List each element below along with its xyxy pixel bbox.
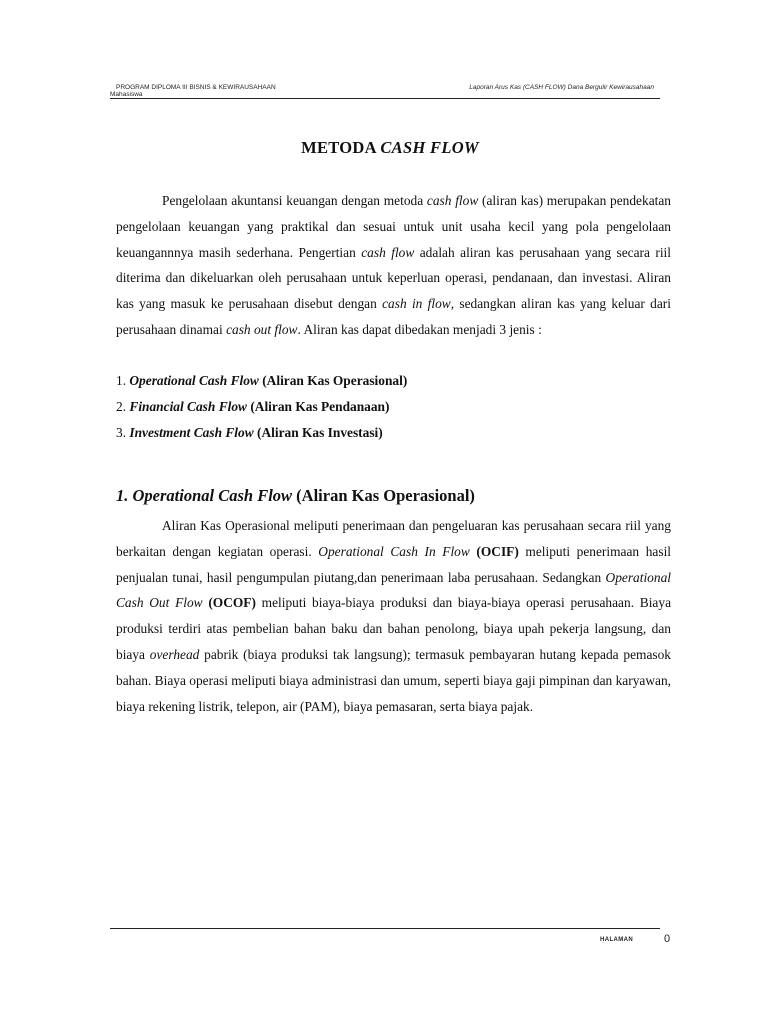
- footer-page-number: 0: [664, 933, 671, 945]
- list-item: [116, 420, 407, 446]
- section-text-4: pabrik (biaya produksi tak langsung); termasuk pembayaran hutang kepada pemasok bahan. Biaya operasi meliputi biaya administrasi dan umum, seperti biaya gaji pimpinan dan karyawan, biaya rekening listrik, telepon, air (PAM), biaya pemasaran, serta biaya pajak.: [116, 646, 671, 714]
- section-paragraph: [116, 513, 671, 719]
- section-term-ocof: Operational Cash Out Flow: [116, 569, 671, 611]
- section-term-overhead: overhead: [149, 646, 200, 662]
- intro-term-cash-in-flow: cash in flow: [382, 296, 451, 312]
- section-text-2: meliputi penerimaan hasil penjualan tunai, hasil pengumpulan piutang,dan penerimaan laba perusahaan. Sedangkan: [116, 543, 672, 585]
- intro-text-2: (aliran kas) merupakan pendekatan pengelolaan keuangan yang praktikal dan sesuai untuk unit usaha kecil yang pola pengelolaan keuangannnya masih sederhana. Pengertian: [116, 193, 671, 260]
- header-program-line2: Mahasiswa: [110, 91, 143, 98]
- section-abbrev-ocif: (OCIF): [469, 543, 519, 559]
- intro-text-4: , sedangkan aliran kas yang keluar dari perusahaan dinamai: [116, 296, 671, 337]
- intro-term-cash-out-flow: cash out flow: [226, 321, 298, 337]
- header-report-title: Laporan Arus Kas (CASH FLOW) Dana Bergulir Kewirausahaan: [469, 84, 654, 91]
- page-title-italic: CASH FLOW: [380, 138, 479, 157]
- list-item-number: 2.: [116, 398, 130, 414]
- page-title-plain: METODA: [301, 138, 381, 157]
- list-item-translation: (Aliran Kas Operasional): [258, 373, 408, 388]
- section-text-1: Aliran Kas Operasional meliputi penerimaan dan pengeluaran kas perusahaan secara riil yang berkaitan dengan kegiatan operasi.: [116, 518, 671, 559]
- list-item-translation: (Aliran Kas Investasi): [253, 424, 383, 440]
- intro-paragraph: [116, 188, 671, 343]
- intro-term-cash-flow: cash flow: [426, 193, 479, 208]
- intro-text-5: . Aliran kas dapat dibedakan menjadi 3 jenis :: [297, 321, 542, 337]
- list-item: [116, 368, 407, 394]
- list-item: [116, 394, 407, 420]
- list-item-number: 1.: [116, 373, 130, 388]
- section-abbrev-ocof: (OCOF): [202, 595, 256, 611]
- header-program-line1: PROGRAM DIPLOMA III BISNIS & KEWIRAUSAHAAN: [116, 84, 276, 91]
- header-divider: [110, 98, 660, 99]
- intro-term-cash-flow-2: cash flow: [361, 244, 415, 260]
- footer-page-label: HALAMAN: [600, 937, 634, 943]
- section-text-3: meliputi biaya-biaya produksi dan biaya-biaya operasi perusahaan. Biaya produksi terdiri atas pembelian bahan baku dan bahan penolong, biaya upah pekerja langsung, dan biaya: [116, 595, 672, 662]
- section-heading-term: 1. Operational Cash Flow: [116, 486, 293, 505]
- section-heading: [116, 486, 475, 506]
- list-item-term: Investment Cash Flow: [129, 424, 254, 440]
- list-item-term: Financial Cash Flow: [129, 398, 247, 414]
- header-program: [110, 84, 276, 98]
- footer-divider: [110, 928, 660, 929]
- cash-flow-types-list: [116, 368, 407, 445]
- list-item-translation: (Aliran Kas Pendanaan): [246, 398, 390, 414]
- intro-text-1: Pengelolaan akuntansi keuangan dengan metoda: [162, 193, 427, 208]
- section-term-ocif: Operational Cash In Flow: [318, 543, 470, 559]
- list-item-number: 3.: [116, 424, 130, 440]
- section-heading-translation: (Aliran Kas Operasional): [292, 486, 475, 505]
- page-title: [110, 138, 670, 158]
- intro-text-3: adalah aliran kas perusahaan yang secara riil diterima dan dikeluarkan oleh perusahaan untuk keperluan operasi, pendanaan, dan investasi. Aliran kas yang masuk ke perusahaan disebut dengan: [116, 244, 671, 312]
- list-item-term: Operational Cash Flow: [129, 373, 259, 388]
